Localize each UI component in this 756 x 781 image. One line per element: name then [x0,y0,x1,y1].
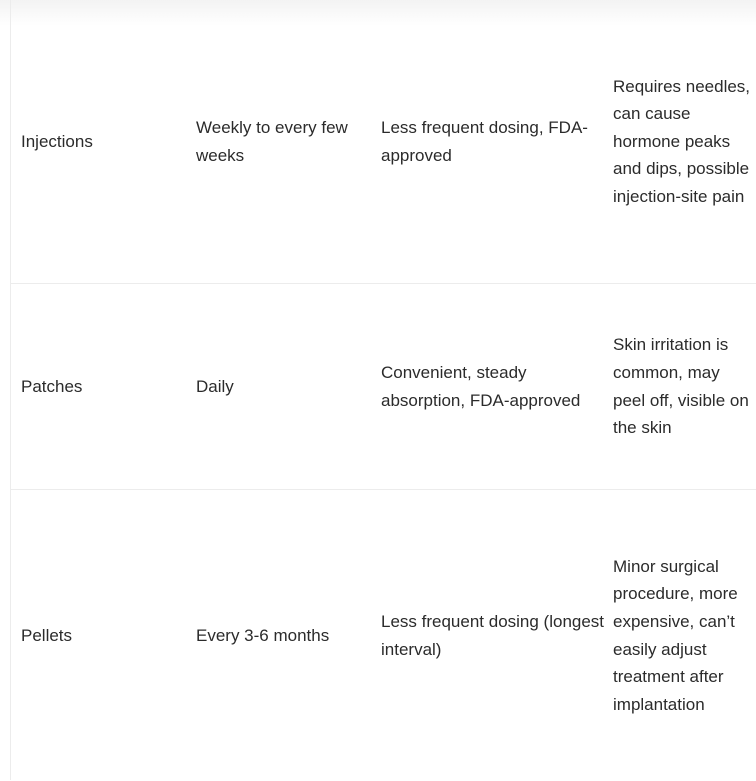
cons-text: Minor surgical procedure, more expensive, can’t easily adjust treatment after implantation [613,553,756,719]
frequency-cell [186,490,371,781]
cons-cell [613,0,756,284]
pros-cell [371,0,613,284]
frequency-cell [186,0,371,284]
method-cell [11,490,186,781]
frequency-cell [186,284,371,490]
pros-cell [371,490,613,781]
frequency-text: Daily [196,373,371,401]
method-text: Patches [21,373,186,401]
comparison-table [11,0,756,781]
method-cell [11,0,186,284]
cons-cell [613,490,756,781]
cons-cell [613,284,756,490]
pros-text: Less frequent dosing (longest interval) [381,608,613,663]
cons-text: Skin irritation is common, may peel off, visible on the skin [613,331,756,441]
pros-text: Less frequent dosing, FDA-approved [381,114,613,169]
pros-cell [371,284,613,490]
cons-text: Requires needles, can cause hormone peaks and dips, possible injection-site pain [613,73,756,211]
frequency-text: Every 3-6 months [196,622,371,650]
method-cell [11,284,186,490]
table-row [11,0,756,284]
pros-text: Convenient, steady absorption, FDA-approved [381,359,613,414]
table-row [11,284,756,490]
table-row [11,490,756,781]
method-text: Injections [21,128,186,156]
frequency-text: Weekly to every few weeks [196,114,371,169]
method-text: Pellets [21,622,186,650]
